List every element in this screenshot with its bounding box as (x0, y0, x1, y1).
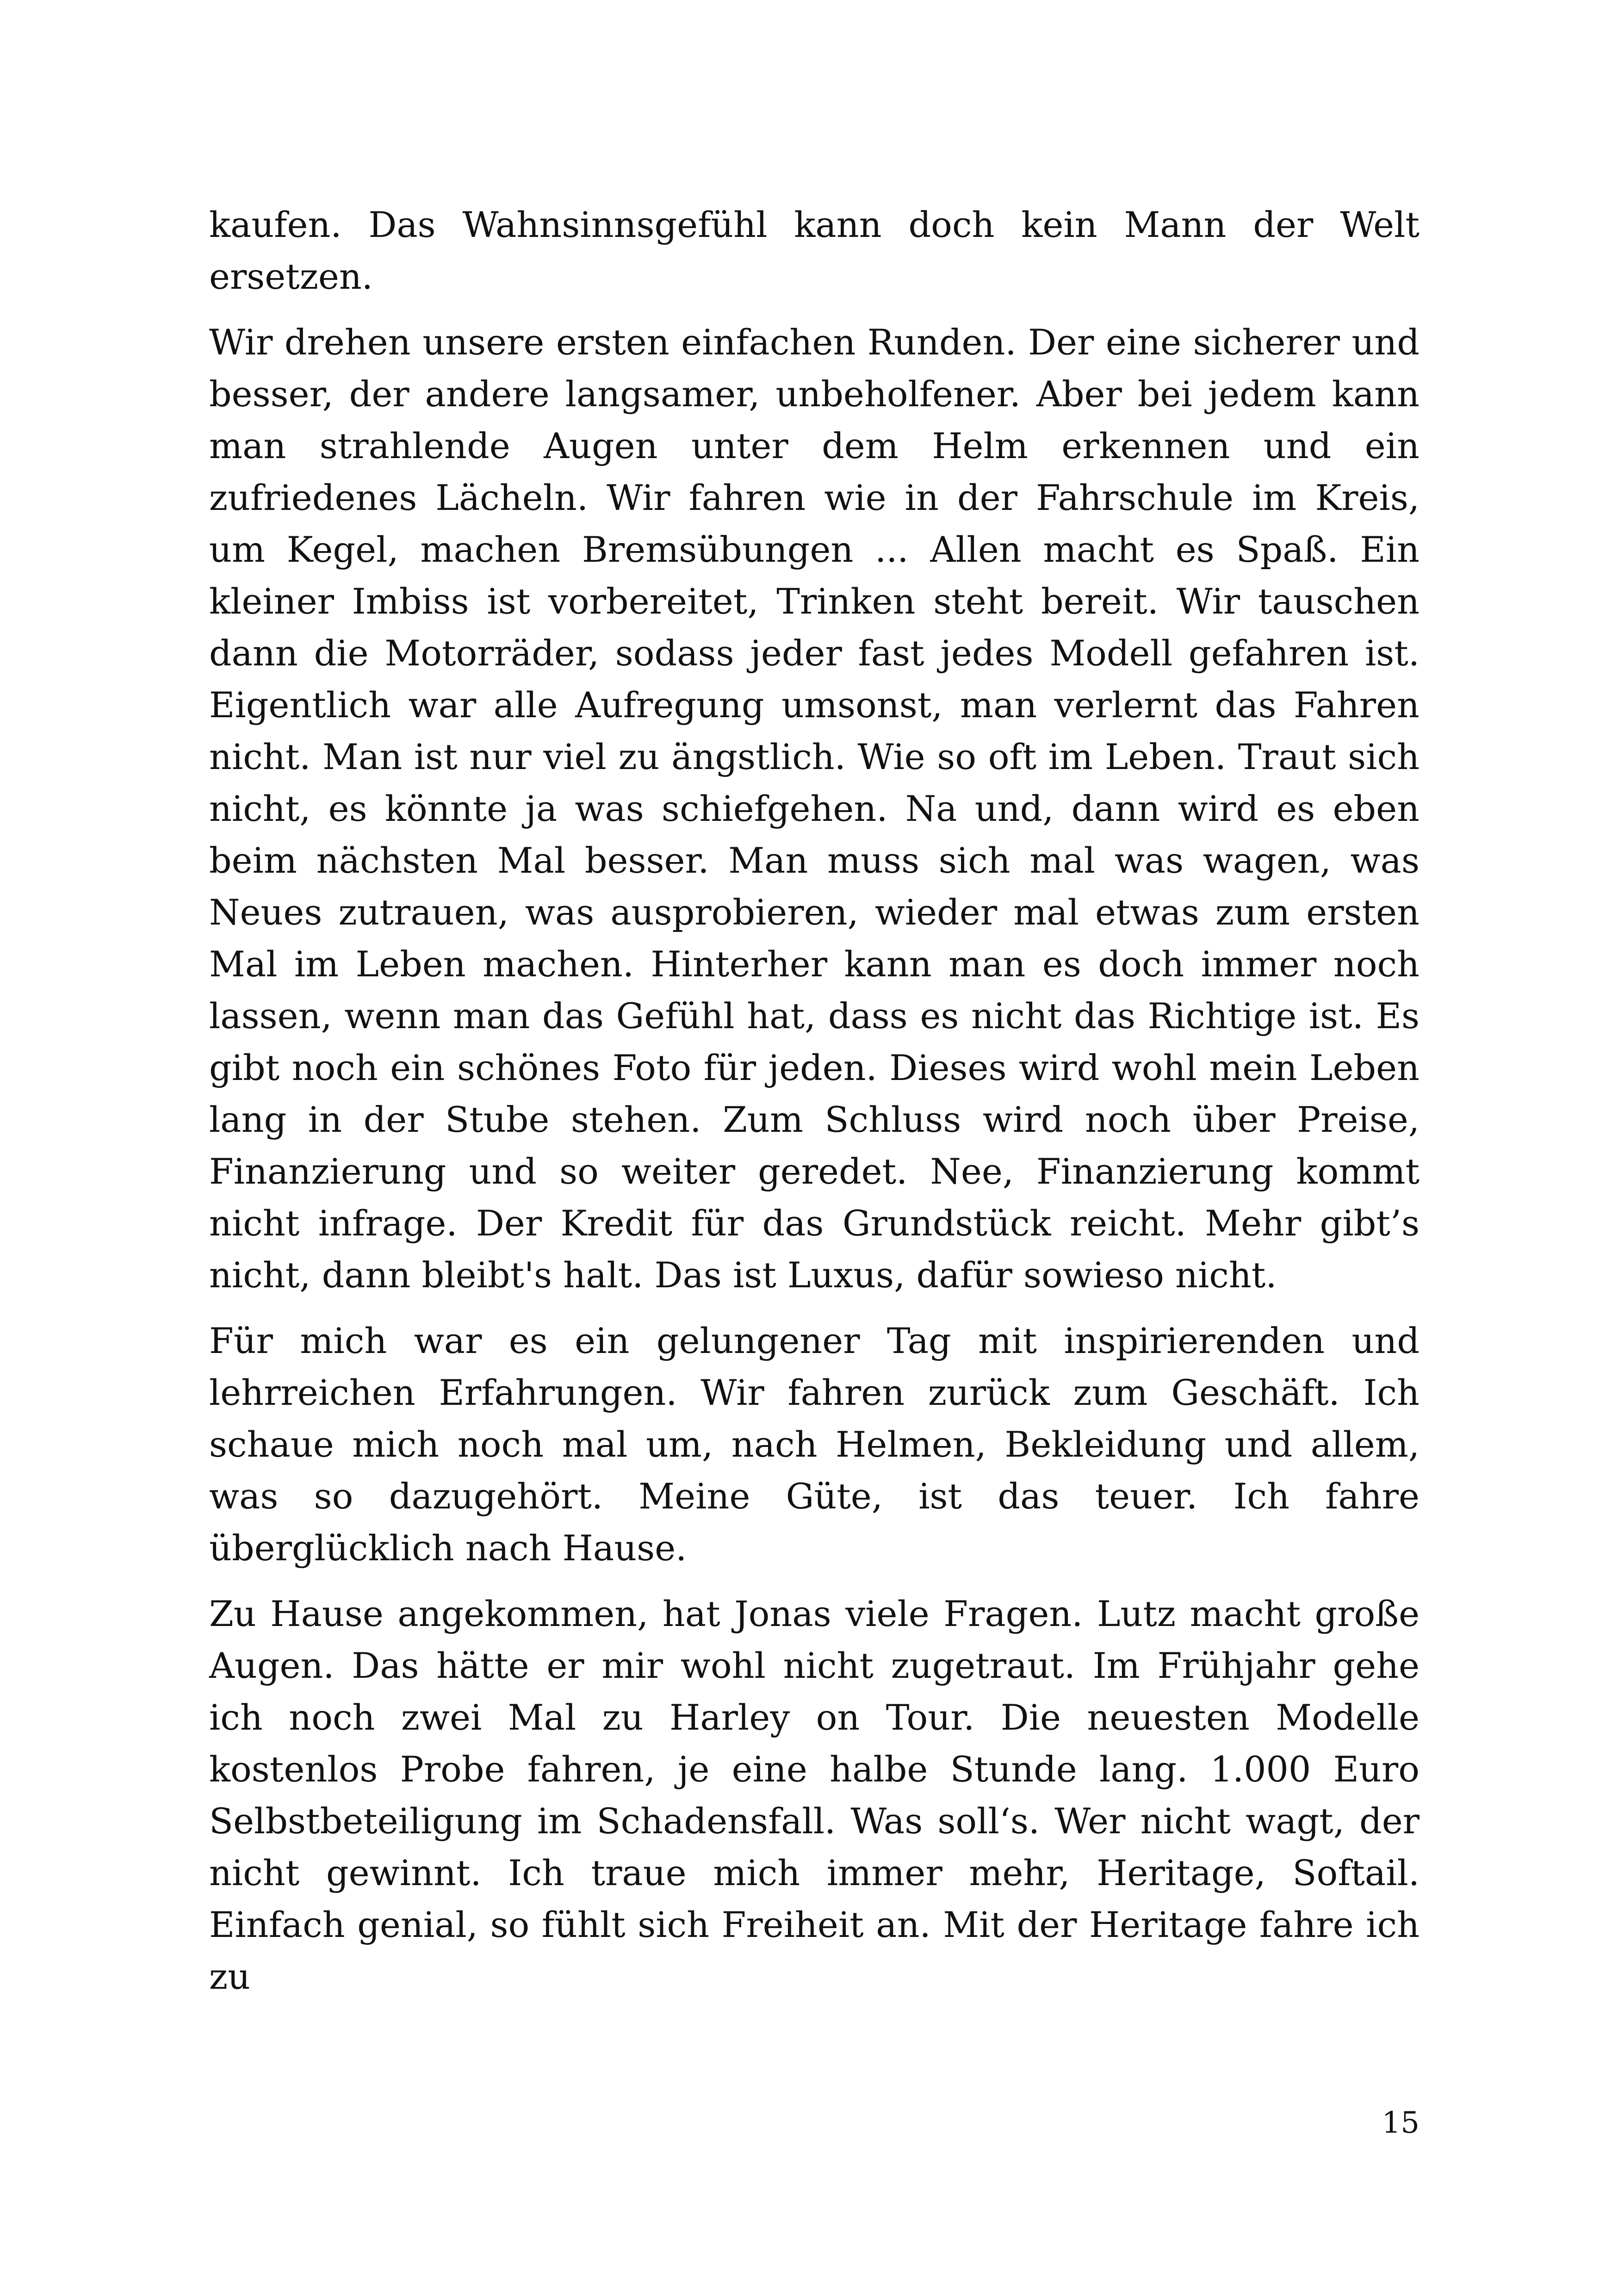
body-text (209, 199, 1420, 2017)
paragraph-1: kaufen. Das Wahnsinnsgefühl kann doch kein Mann der Welt ersetzen. (209, 204, 1420, 297)
paragraph-3: Für mich war es ein gelungener Tag mit inspirierenden und lehrreichen Erfahrungen. Wir fahren zurück zum Geschäft. Ich schaue mich noch mal um, nach Helmen, Bekleidung und allem, was so dazugehört. Meine Güte, ist das teuer. Ich fahre überglücklich nach Hause. (209, 1320, 1420, 1569)
page-number: 15 (1382, 2106, 1420, 2140)
paragraph-4: Zu Hause angekommen, hat Jonas viele Fragen. Lutz macht große Augen. Das hätte er mir wohl nicht zugetraut. Im Frühjahr gehe ich noch zwei Mal zu Harley on Tour. Die neuesten Modelle kostenlos Probe fahren, je eine halbe Stunde lang. 1.000 Euro Selbstbeteiligung im Schadensfall. Was soll‘s. Wer nicht wagt, der nicht gewinnt. Ich traue mich immer mehr, Heritage, Softail. Einfach genial, so fühlt sich Freiheit an. Mit der Heritage fahre ich zu (209, 1593, 1420, 1997)
paragraph-2: Wir drehen unsere ersten einfachen Runden. Der eine sicherer und besser, der andere langsamer, unbeholfener. Aber bei jedem kann man strahlende Augen unter dem Helm erkennen und ein zufriedenes Lächeln. Wir fahren wie in der Fahrschule im Kreis, um Kegel, machen Bremsübungen ... Allen macht es Spaß. Ein kleiner Imbiss ist vorbereitet, Trinken steht bereit. Wir tauschen dann die Motorräder, sodass jeder fast jedes Modell gefahren ist. Eigentlich war alle Aufregung umsonst, man verlernt das Fahren nicht. Man ist nur viel zu ängstlich. Wie so oft im Leben. Traut sich nicht, es könnte ja was schiefgehen. Na und, dann wird es eben beim nächsten Mal besser. Man muss sich mal was wagen, was Neues zutrauen, was ausprobieren, wieder mal etwas zum ersten Mal im Leben machen. Hinterher kann man es doch immer noch lassen, wenn man das Gefühl hat, dass es nicht das Richtige ist. Es gibt noch ein schönes Foto für jeden. Dieses wird wohl mein Leben lang in der Stube stehen. Zum Schluss wird noch über Preise, Finanzierung und so weiter geredet. Nee, Finanzierung kommt nicht infrage. Der Kredit für das Grundstück reicht. Mehr gibt’s nicht, dann bleibt's halt. Das ist Luxus, dafür sowieso nicht. (209, 322, 1420, 1296)
